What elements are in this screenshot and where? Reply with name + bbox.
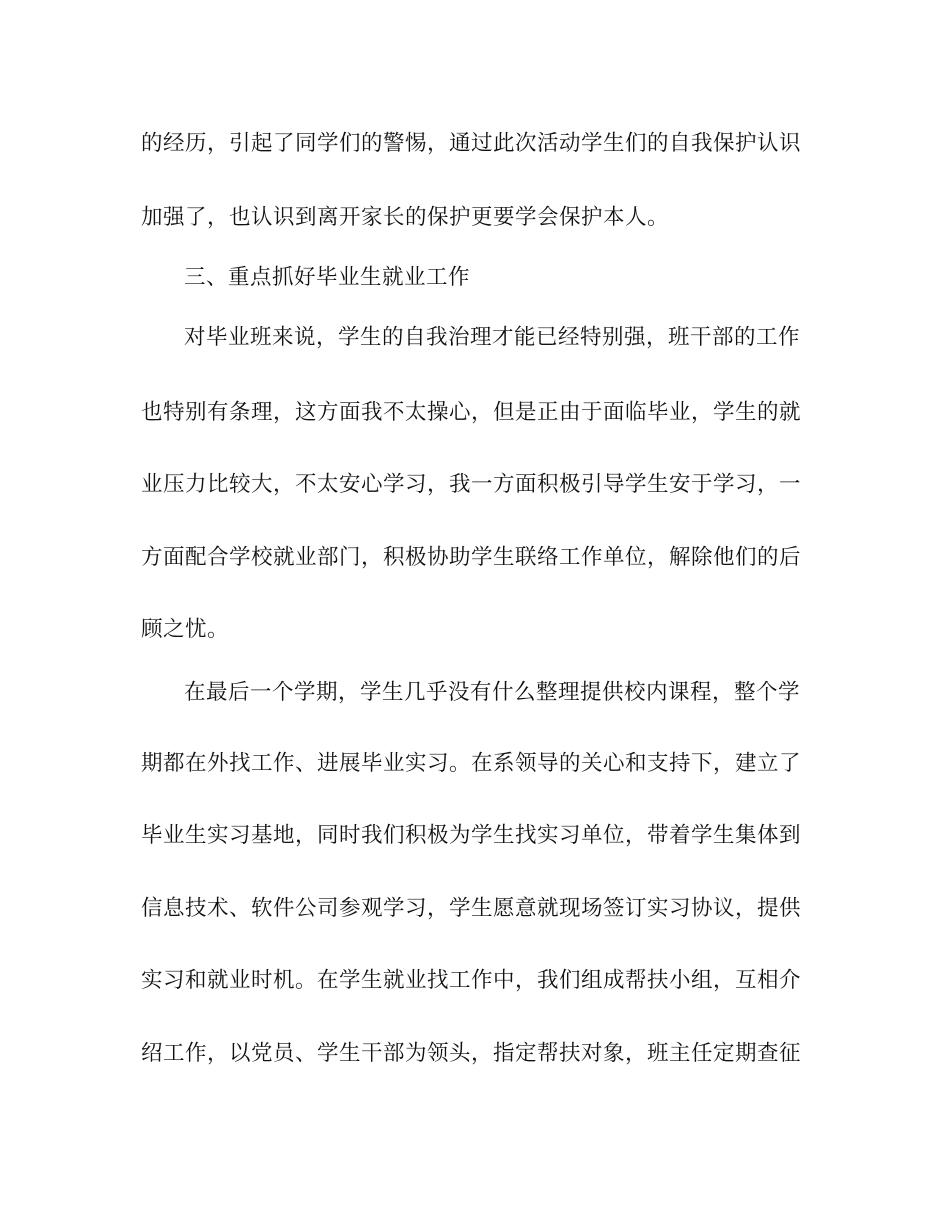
text-line: 在最后一个学期，学生几乎没有什么整理提供校内课程，整个学: [184, 680, 801, 705]
text-line: 加强了，也认识到离开家长的保护更要学会保护本人。: [141, 205, 670, 230]
text-line: 绍工作，以党员、学生干部为领头，指定帮扶对象，班主任定期查征: [141, 1041, 802, 1066]
text-line: 实习和就业时机。在学生就业找工作中，我们组成帮扶小组，互相介: [141, 968, 802, 993]
text-line: 毕业生实习基地，同时我们积极为学生找实习单位，带着学生集体到: [141, 823, 802, 848]
text-line: 期都在外找工作、进展毕业实习。在系领导的关心和支持下，建立了: [141, 751, 802, 776]
text-line: 也特别有条理，这方面我不太操心，但是正由于面临毕业，学生的就: [141, 400, 802, 425]
section-heading: 三、重点抓好毕业生就业工作: [184, 265, 471, 290]
text-line: 顾之忧。: [141, 617, 230, 642]
text-line: 业压力比较大，不太安心学习，我一方面积极引导学生安于学习，一: [141, 472, 802, 497]
text-line: 方面配合学校就业部门，积极协助学生联络工作单位，解除他们的后: [141, 545, 802, 570]
text-line: 的经历，引起了同学们的警惕，通过此次活动学生们的自我保护认识: [141, 131, 802, 156]
text-line: 信息技术、软件公司参观学习，学生愿意就现场签订实习协议，提供: [141, 896, 802, 921]
text-line: 对毕业班来说，学生的自我治理才能已经特别强，班干部的工作: [184, 325, 801, 350]
